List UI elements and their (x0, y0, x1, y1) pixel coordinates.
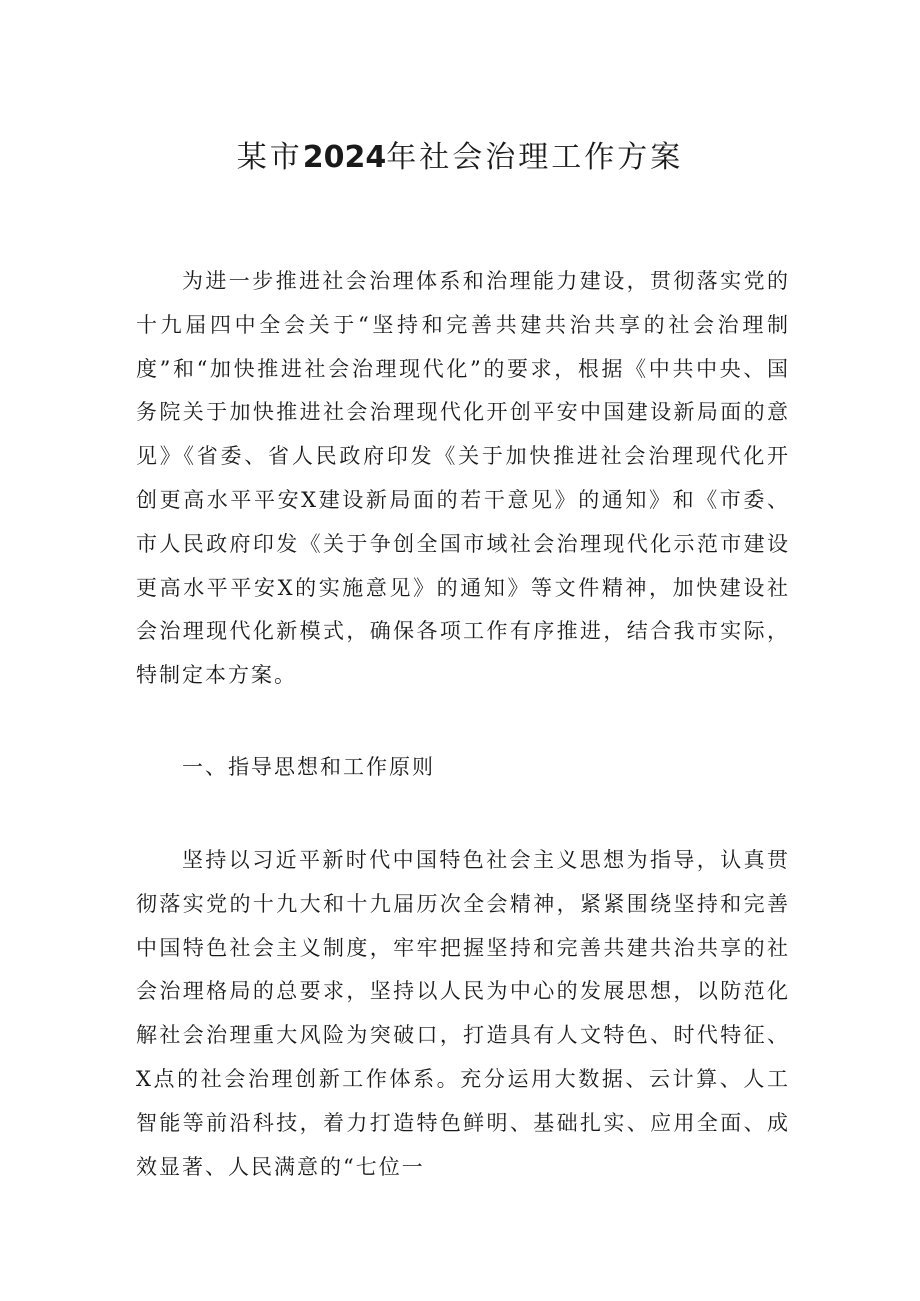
section-heading: 一、指导思想和工作原则 (182, 755, 435, 779)
title-year: 2024 (302, 140, 387, 175)
title-prefix: 某市 (236, 140, 303, 175)
title-suffix: 年社会治理工作方案 (386, 140, 684, 175)
guiding-ideology-paragraph: 坚持以习近平新时代中国特色社会主义思想为指导，认真贯彻落实党的十九大和十九届历次全会精神，紧紧围绕坚持和完善中国特色社会主义制度，牢牢把握坚持和完善共建共治共享的社会治理格局的总要求，坚持以人民为中心的发展思想，以防范化解社会治理重大风险为突破口，打造具有人文特色、时代特征、X点的社会治理创新工作体系。充分运用大数据、云计算、人工智能等前沿科技，着力打造特色鲜明、基础扎实、应用全面、成效显著、人民满意的“七位一 (136, 848, 790, 1179)
document-title (0, 133, 920, 183)
intro-paragraph: 为进一步推进社会治理体系和治理能力建设，贯彻落实党的十九届四中全会关于“坚持和完善共建共治共享的社会治理制度”和“加快推进社会治理现代化”的要求，根据《中共中央、国务院关于加快推进社会治理现代化开创平安中国建设新局面的意见》《省委、省人民政府印发《关于加快推进社会治理现代化开创更高水平平安X建设新局面的若干意见》的通知》和《市委、市人民政府印发《关于争创全国市域社会治理现代化示范市建设更高水平平安X的实施意见》的通知》等文件精神，加快建设社会治理现代化新模式，确保各项工作有序推进，结合我市实际，特制定本方案。 (136, 269, 790, 688)
